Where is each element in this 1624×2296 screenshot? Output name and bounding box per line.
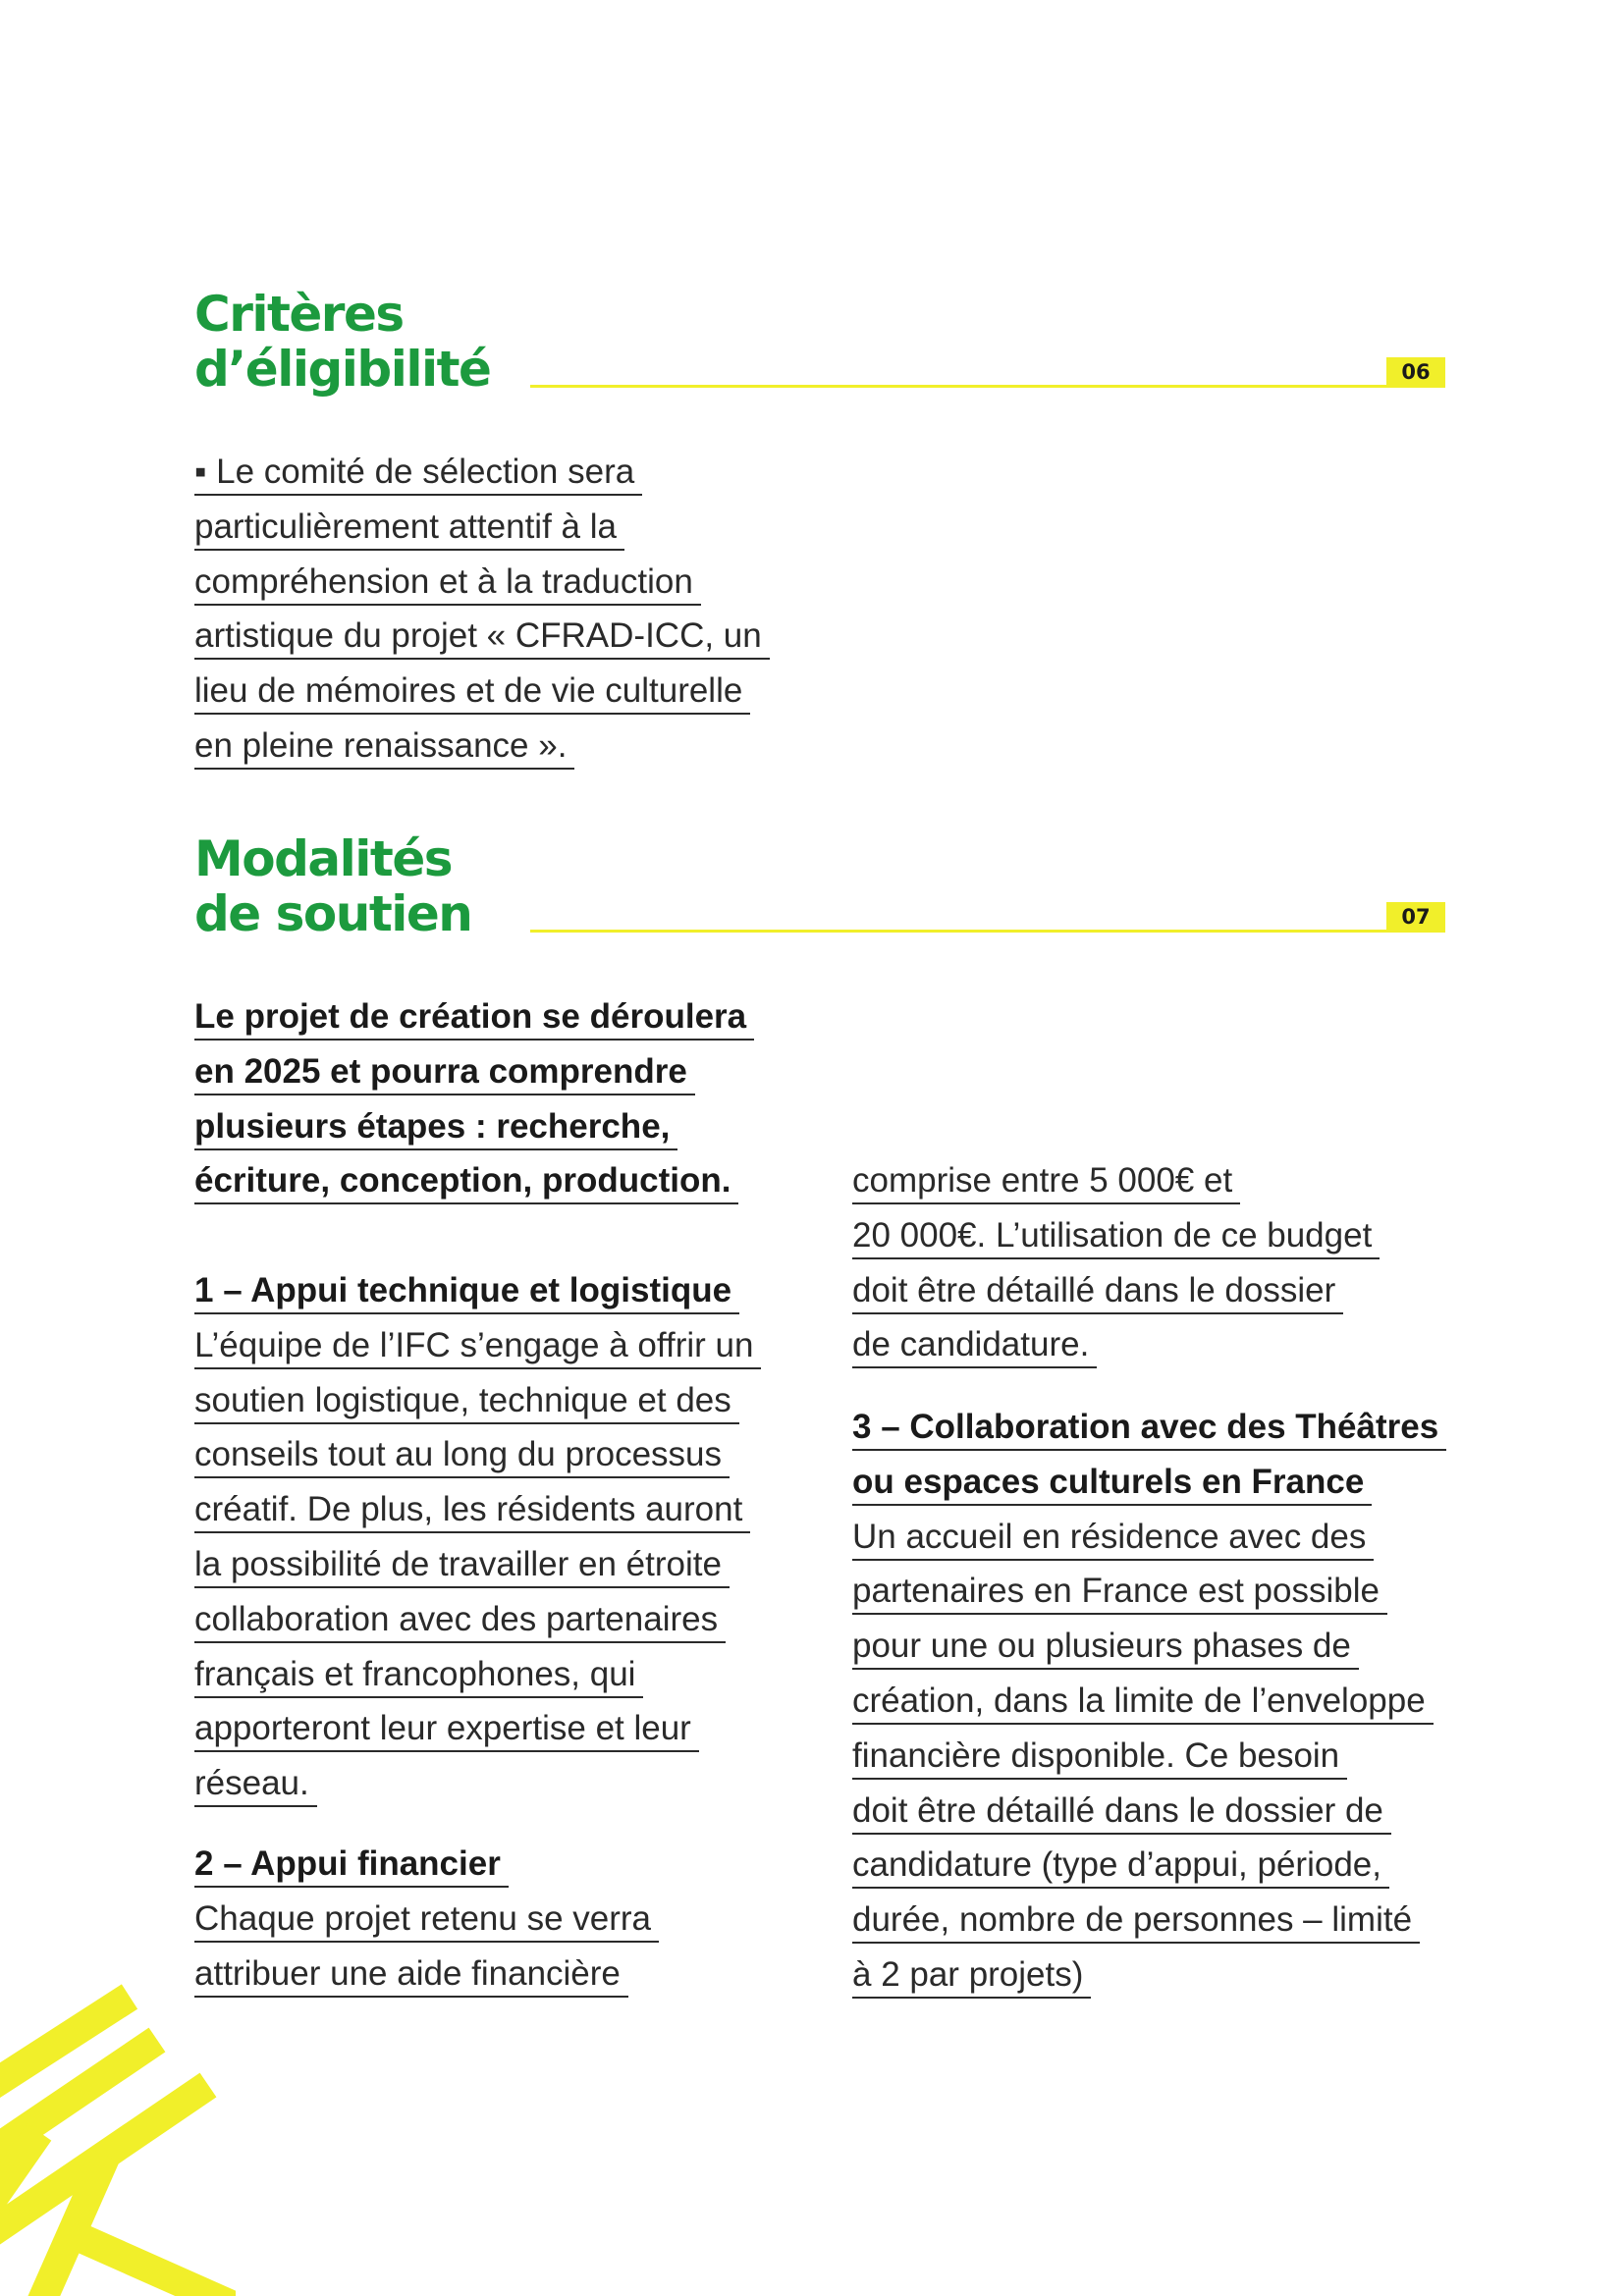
text-line: partenaires en France est possible: [852, 1564, 1446, 1619]
text-line: écriture, conception, production.: [194, 1153, 754, 1208]
block-heading: ou espaces culturels en France: [852, 1455, 1446, 1510]
text-line: doit être détaillé dans le dossier de: [852, 1784, 1446, 1839]
text-line: 20 000€. L’utilisation de ce budget: [852, 1208, 1380, 1263]
block-heading: 2 – Appui financier: [194, 1837, 659, 1892]
title-line: d’éligibilité: [194, 341, 491, 398]
text-line: à 2 par projets): [852, 1948, 1446, 2002]
support-block-1: [194, 1263, 761, 1811]
support-intro: [194, 989, 754, 1208]
text-line: doit être détaillé dans le dossier: [852, 1263, 1380, 1318]
title-line: Critères: [194, 286, 404, 343]
section-rule: [530, 930, 1386, 933]
decorative-logo-stripes: [0, 1983, 236, 2296]
text-line: artistique du projet « CFRAD-ICC, un: [194, 609, 770, 664]
text-line: plusieurs étapes : recherche,: [194, 1099, 754, 1154]
text-line: candidature (type d’appui, période,: [852, 1838, 1446, 1893]
section-title-eligibility: [194, 287, 490, 397]
text-line: en pleine renaissance ».: [194, 719, 770, 774]
block-heading: 3 – Collaboration avec des Théâtres: [852, 1400, 1446, 1455]
text-line: la possibilité de travailler en étroite: [194, 1537, 761, 1592]
text-line: de candidature.: [852, 1317, 1380, 1372]
text-line: français et francophones, qui: [194, 1647, 761, 1702]
text-line: particulièrement attentif à la: [194, 500, 770, 555]
text-line: lieu de mémoires et de vie culturelle: [194, 664, 770, 719]
section-number-badge: 06: [1386, 357, 1445, 388]
text-line: apporteront leur expertise et leur: [194, 1701, 761, 1756]
text-line: créatif. De plus, les résidents auront: [194, 1482, 761, 1537]
text-line: conseils tout au long du processus: [194, 1427, 761, 1482]
section-title-support: [194, 831, 471, 941]
text-line: compréhension et à la traduction: [194, 555, 770, 610]
text-line: création, dans la limite de l’enveloppe: [852, 1674, 1446, 1729]
section-rule: [530, 385, 1386, 388]
title-line: Modalités: [194, 830, 452, 887]
text-line: ▪ Le comité de sélection sera: [194, 445, 770, 500]
text-line: Chaque projet retenu se verra: [194, 1892, 659, 1947]
text-line: durée, nombre de personnes – limité: [852, 1893, 1446, 1948]
section-number-badge: 07: [1386, 902, 1445, 933]
deco-stripe: [59, 2228, 236, 2296]
eligibility-text: [194, 445, 770, 774]
text-line: en 2025 et pourra comprendre: [194, 1044, 754, 1099]
text-line: attribuer une aide financière: [194, 1947, 659, 2002]
text-line: soutien logistique, technique et des: [194, 1373, 761, 1428]
support-block-2: [194, 1837, 659, 2001]
text-line: collaboration avec des partenaires: [194, 1592, 761, 1647]
text-line: Le projet de création se déroulera: [194, 989, 754, 1044]
block-heading: 1 – Appui technique et logistique: [194, 1263, 761, 1318]
text-line: comprise entre 5 000€ et: [852, 1153, 1380, 1208]
title-line: de soutien: [194, 885, 472, 942]
support-block-3: [852, 1400, 1446, 2002]
text-line: réseau.: [194, 1756, 761, 1811]
text-line: pour une ou plusieurs phases de: [852, 1619, 1446, 1674]
text-line: L’équipe de l’IFC s’engage à offrir un: [194, 1318, 761, 1373]
support-block-2-continued: [852, 1153, 1380, 1372]
text-line: Un accueil en résidence avec des: [852, 1510, 1446, 1565]
text-line: financière disponible. Ce besoin: [852, 1729, 1446, 1784]
